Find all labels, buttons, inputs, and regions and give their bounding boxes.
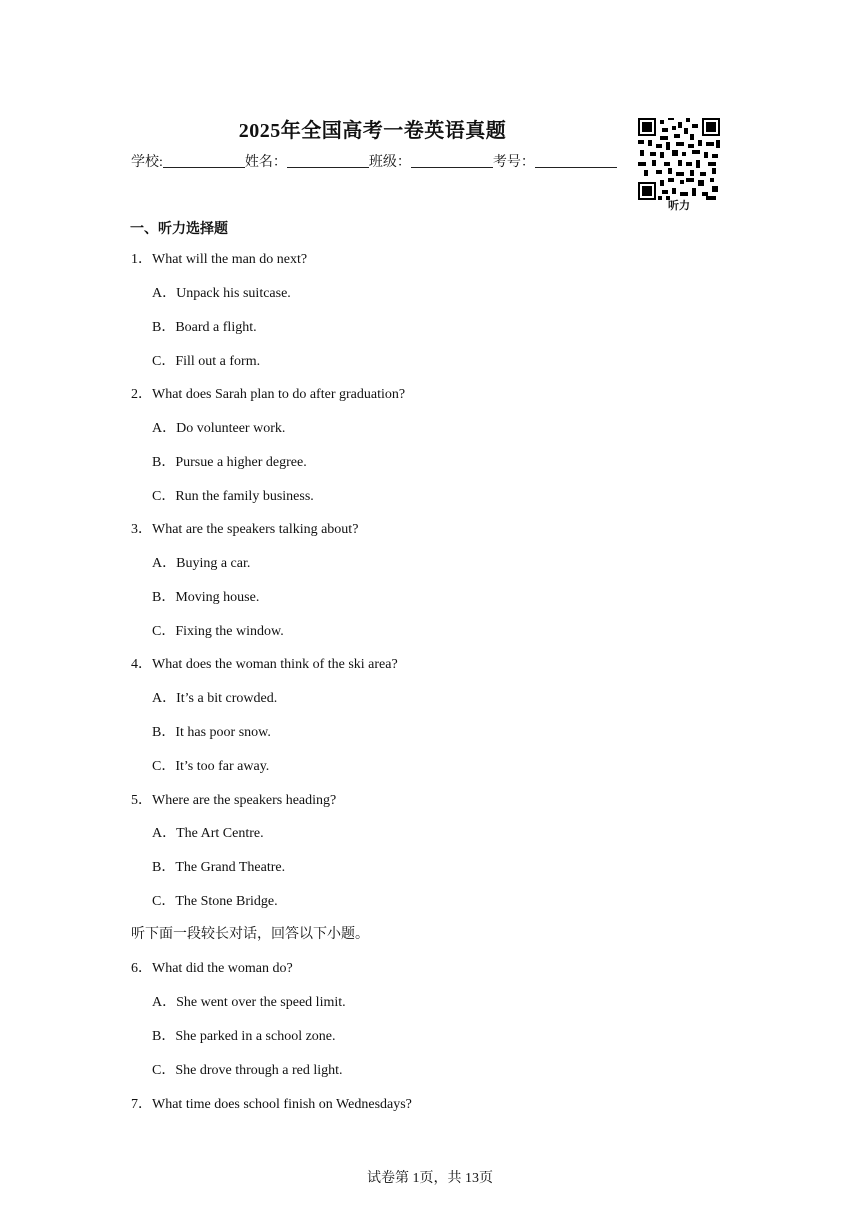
page-footer: 试卷第 1页，共 13页 [367,1171,493,1186]
option-c: C．It’s too far away. [152,759,270,774]
question-stem: 2．What does Sarah plan to do after graduation? [131,387,406,402]
exam-number-label: 考号： [492,155,535,170]
question-stem: 6．What did the woman do? [131,961,293,976]
option-a: A．Do volunteer work. [152,421,286,436]
qr-caption: 听力 [668,200,690,212]
option-c: C．The Stone Bridge. [152,894,278,909]
class-label: 班级： [368,155,411,170]
option-b: B．The Grand Theatre. [152,860,286,875]
class-blank[interactable] [411,153,493,168]
option-b: B．Board a flight. [152,320,257,335]
exam-number-blank[interactable] [535,153,617,168]
qr-code-icon[interactable] [638,118,720,200]
name-blank[interactable] [287,153,369,168]
option-b: B．She parked in a school zone. [152,1029,336,1044]
section-title: 一、听力选择题 [130,222,228,237]
option-c: C．Fixing the window. [152,624,284,639]
exam-title: 2025年全国高考一卷英语真题 [238,120,507,142]
instruction-text: 听下面一段较长对话，回答以下小题。 [131,927,369,942]
option-b: B．Moving house. [152,590,260,605]
student-info-line [131,151,617,171]
option-a: A．Unpack his suitcase. [152,286,291,301]
option-a: A．She went over the speed limit. [152,995,346,1010]
question-stem: 5．Where are the speakers heading? [131,793,337,808]
question-stem: 1．What will the man do next? [131,252,308,267]
school-blank[interactable] [163,153,245,168]
question-stem: 3．What are the speakers talking about? [131,522,359,537]
question-stem: 7．What time does school finish on Wednesdays? [131,1097,412,1112]
option-a: A．The Art Centre. [152,826,264,841]
option-b: B．It has poor snow. [152,725,271,740]
school-label: 学校: [131,155,163,170]
option-c: C．Fill out a form. [152,354,261,369]
option-a: A．It’s a bit crowded. [152,691,278,706]
option-b: B．Pursue a higher degree. [152,455,307,470]
option-a: A．Buying a car. [152,556,251,571]
option-c: C．Run the family business. [152,489,314,504]
option-c: C．She drove through a red light. [152,1063,343,1078]
question-stem: 4．What does the woman think of the ski area? [131,657,398,672]
name-label: 姓名： [244,155,287,170]
